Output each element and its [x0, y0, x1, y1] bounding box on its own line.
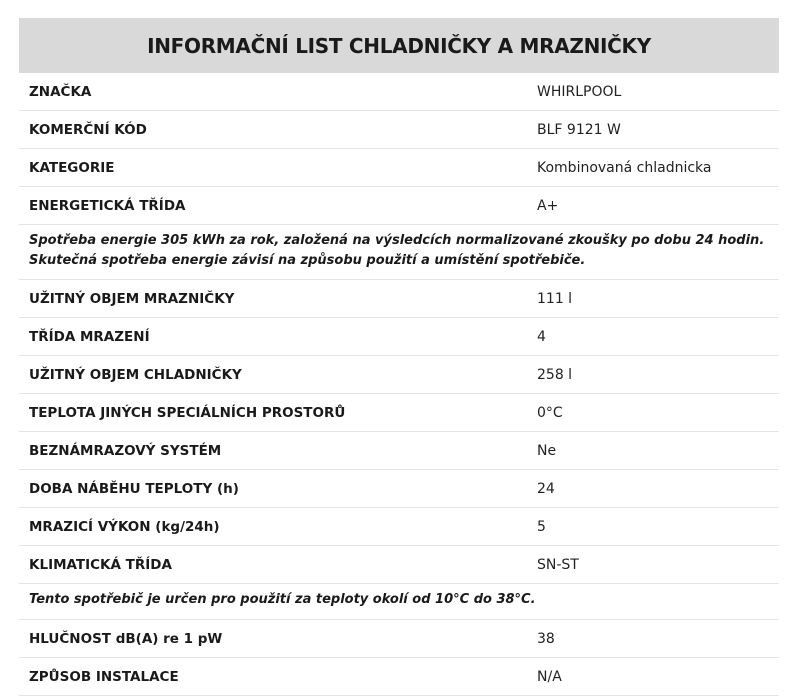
- row-fridge-volume: [19, 356, 779, 394]
- row-value: 4: [537, 328, 546, 345]
- row-value: 38: [537, 630, 555, 647]
- row-label: ZPŮSOB INSTALACE: [29, 668, 179, 685]
- row-label: UŽITNÝ OBJEM MRAZNIČKY: [29, 290, 235, 307]
- row-brand: [19, 73, 779, 111]
- row-label: KATEGORIE: [29, 159, 115, 176]
- sheet-title: INFORMAČNÍ LIST CHLADNIČKY A MRAZNIČKY: [19, 18, 779, 73]
- row-freezer-volume: [19, 280, 779, 318]
- row-energy-class: [19, 187, 779, 225]
- row-value: N/A: [537, 668, 562, 685]
- row-value: A+: [537, 197, 559, 214]
- row-category: [19, 149, 779, 187]
- row-label: KOMERČNÍ KÓD: [29, 121, 147, 138]
- row-climate-class: [19, 546, 779, 584]
- row-value: Kombinovaná chladnicka: [537, 159, 712, 176]
- row-installation-type: [19, 658, 779, 696]
- row-value: 24: [537, 480, 555, 497]
- row-label: HLUČNOST dB(A) re 1 pW: [29, 630, 223, 647]
- row-no-frost: [19, 432, 779, 470]
- energy-note-line-1: Spotřeba energie 305 kWh za rok, založená na výsledcích normalizované zkoušky po dobu 24 hodin.: [29, 233, 765, 248]
- climate-note: [19, 584, 779, 620]
- row-label: TŘÍDA MRAZENÍ: [29, 328, 150, 345]
- row-label: TEPLOTA JINÝCH SPECIÁLNÍCH PROSTORŮ: [29, 404, 346, 421]
- climate-note-text: Tento spotřebič je určen pro použití za teploty okolí od 10°C do 38°C.: [29, 592, 536, 607]
- row-freezing-class: [19, 318, 779, 356]
- row-commercial-code: [19, 111, 779, 149]
- energy-consumption-note: [19, 225, 779, 280]
- row-label: BEZNÁMRAZOVÝ SYSTÉM: [29, 442, 222, 459]
- row-value: 5: [537, 518, 546, 535]
- row-value: 0°C: [537, 404, 563, 421]
- energy-note-line-2: Skutečná spotřeba energie závisí na způsobu použití a umístění spotřebiče.: [29, 253, 586, 268]
- row-value: SN-ST: [537, 556, 579, 573]
- row-label: MRAZICÍ VÝKON (kg/24h): [29, 518, 220, 535]
- row-value: Ne: [537, 442, 557, 459]
- row-label: ZNAČKA: [29, 83, 92, 100]
- row-value: BLF 9121 W: [537, 121, 621, 138]
- row-freezing-capacity: [19, 508, 779, 546]
- row-label: ENERGETICKÁ TŘÍDA: [29, 197, 186, 214]
- product-info-sheet: [19, 18, 779, 696]
- row-value: 258 l: [537, 366, 573, 383]
- row-noise-level: [19, 620, 779, 658]
- row-label: KLIMATICKÁ TŘÍDA: [29, 556, 172, 573]
- row-label: DOBA NÁBĚHU TEPLOTY (h): [29, 480, 239, 497]
- row-temperature-rise-time: [19, 470, 779, 508]
- row-value: WHIRLPOOL: [537, 83, 622, 100]
- row-special-compartment-temp: [19, 394, 779, 432]
- row-label: UŽITNÝ OBJEM CHLADNIČKY: [29, 366, 242, 383]
- row-value: 111 l: [537, 290, 573, 307]
